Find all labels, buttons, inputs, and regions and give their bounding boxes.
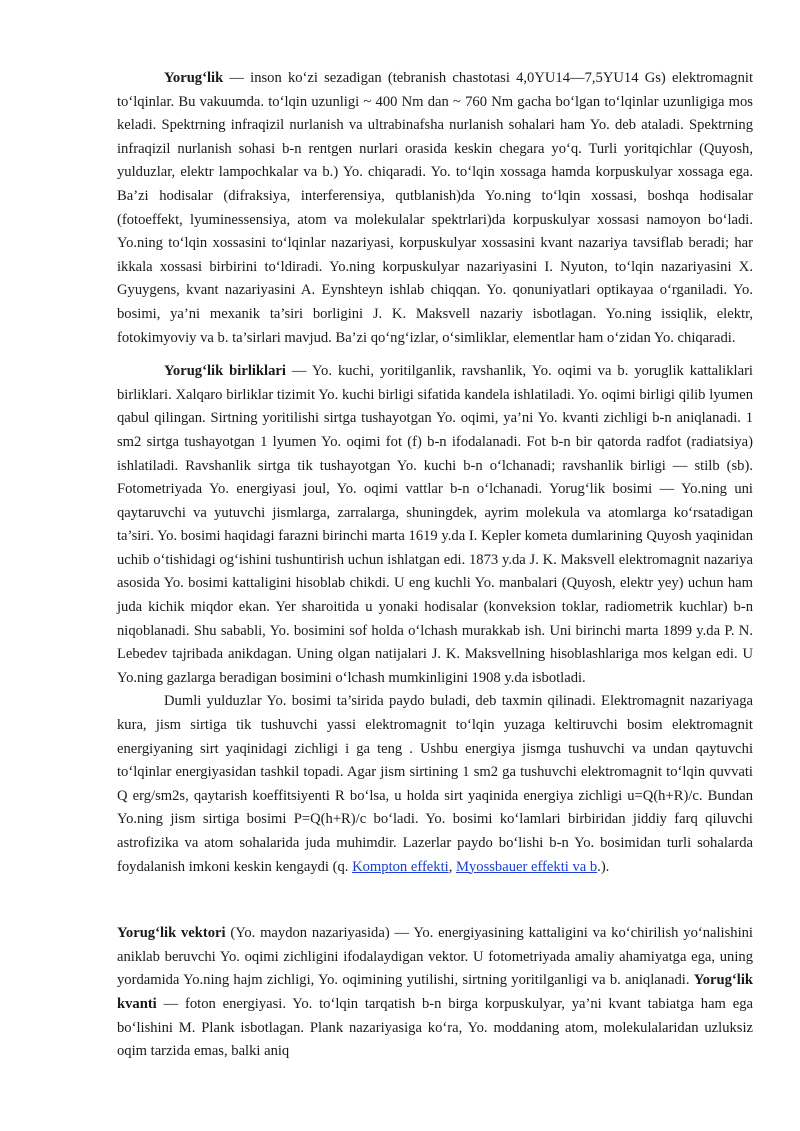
- link-kompton-effekti[interactable]: Kompton effekti: [352, 858, 449, 875]
- link-myossbauer-effekti[interactable]: Myossbauer effekti va b: [456, 858, 598, 875]
- paragraph-dumli-yulduzlar-text: Dumli yulduzlar Yo. bosimi ta’sirida paydo buladi, deb taxmin qilinadi. Elektromagnit nazariyaga kura, jism sirtiga tik tushuvchi yassi elektromagnit to‘lqin yuzaga keltiruvchi bosim elektromagnit energiyaning sirt yaqinidagi zichligi i ga teng . Ushbu energiya jismga tushuvchi va undan qaytuvchi to‘lqinlar energiyasidan tashkil topadi. Agar jism sirtining 1 sm2 ga tushuvchi elektromagnit to‘lqin quvvati Q erg/sm2s, qaytarish koeffitsiyenti R bo‘lsa, u holda sirt yaqinida energiya zichligi u=Q(h+R)/c. Bundan Yo.ning jism sirtiga bosimi P=Q(h+R)/c bo‘ladi. Yo. bosimi ko‘lamlari birbiridan jiddiy farq qiluvchi astrofizika va atom sohalarida juda muhimdir. Lazerlar paydo bo‘lishi b-n Yo. bosimidan turli sohalarda foydalanish imkoni keskin kengaydi (q.: [117, 693, 753, 875]
- paragraph-yoruglik: [117, 67, 753, 350]
- term-vektori: Yorug‘lik vektori: [117, 925, 226, 942]
- paragraph-yoruglik-text: — inson ko‘zi sezadigan (tebranish chastotasi 4,0YU14—7,5YU14 Gs) elektromagnit to‘lqinlar. Bu vakuumda. to‘lqin uzunligi ~ 400 Nm dan ~ 760 Nm gacha bo‘lgan to‘lqinlar uzunligiga mos keladi. Spektrning infraqizil nurlanish va ultrabinafsha nurlanish sohalari ham Yo. deb ataladi. Spektrning infraqizil nurlanish sohasi b-n rentgen nurlari orasida keskin chegara yo‘q. Turli yoritqichlar (Quyosh, yulduzlar, elektr lampochkalar va b.) Yo. chiqaradi. Yo. to‘lqin xossaga hamda korpuskulyar xossaga ega. Ba’zi hodisalar (difraksiya, interferensiya, qutblanish)da Yo.ning to‘lqin xossasi, boshqa hodisalar (fotoeffekt, lyuminessensiya, atom va molekulalar spektrlari)da korpuskulyar xossasi namoyon bo‘ladi. Yo.ning to‘lqin xossasini to‘lqinlar nazariyasi, korpuskulyar xossasini kvant nazariya tavsiflab beradi; har ikkala xossasi birbirini to‘ldiradi. Yo.ning korpuskulyar nazariyasini I. Nyuton, to‘lqin nazariyasini X. Gyuygens, kvant nazariyasini A. Eynshteyn ishlab chiqqan. Yo. qonuniyatlari optikayaa o‘rganiladi. Yo. bosimi, ya’ni mexanik ta’siri borligini J. K. Maksvell nazariy isbotlagan. Yo.ning issiqlik, elektr, fotokimyoviy va b. ta’sirlari mavjud. Ba’zi qo‘ng‘izlar, o‘simliklar, elementlar ham o‘zidan Yo. chiqaradi.: [117, 70, 753, 346]
- paragraph-vektori: [117, 922, 753, 1064]
- paragraph-spacer: [117, 350, 753, 360]
- paragraph-vektori-text: (Yo. maydon nazariyasida) — Yo. energiyasining kattaligini va ko‘chirilish yo‘nalishini aniklab beruvchi Yo. oqimi zichligini ifodalaydigan vektor. U fotometriyada amaliy ahamiyatga ega, uning yordamida Yo.ning hajm zichligi, Yo. oqimining yutilishi, sirtning yoritilganligi va b. aniqlanadi.: [117, 925, 753, 989]
- term-birliklari: Yorug‘lik birliklari: [164, 363, 286, 380]
- paragraph-birliklari-text: — Yo. kuchi, yoritilganlik, ravshanlik, Yo. oqimi va b. yoruglik kattaliklari birliklari. Xalqaro birliklar tizimit Yo. kuchi birligi sifatida kandela ishlatiladi. Yo. oqimi birligi qilib lyumen qabul qilingan. Sirtning yoritilishi sirtga tushayotgan Yo. oqimi, ya’ni Yo. kvanti zichligi b-n aniqlanadi. 1 sm2 sirtga tushayotgan 1 lyumen Yo. oqimi fot (f) b-n ifodalanadi. Fot b-n bir qatorda radfot (radiatsiya) ishlatiladi. Ravshanlik sirtga tik tushayotgan Yo. kuchi b-n o‘lchanadi; ravshanlik birligi — stilb (sb). Fotometriyada Yo. energiyasi joul, Yo. oqimi vattlar b-n o‘lchanadi. Yorug‘lik bosimi — Yo.ning uni qaytaruvchi va yutuvchi jismlarga, zarralarga, shuningdek, ayrim molekula va atomlarga ko‘rsatadigan ta’siri. Yo. bosimi haqidagi farazni birinchi marta 1619 y.da I. Kepler kometa dumlarining Quyosh yaqinidan uchib o‘tishidagi og‘ishini tushuntirish uchun ishlatgan edi. 1873 y.da J. K. Maksvell elektromagnit nazariya asosida Yo. bosimi kattaligini hisoblab chikdi. U eng kuchli Yo. manbalari (Quyosh, elektr yey) uchun ham juda kichik miqdor ekan. Yer sharoitida u yonaki hodisalar (konveksion toklar, radiometrik kuchlar) b-n niqoblanadi. Shu sababli, Yo. bosimini sof holda o‘lchash murakkab ish. Uni birinchi marta 1899 y.da P. N. Lebedev tajribada anikdagan. Uning olgan natijalari J. K. Maksvellning hisoblashlariga mos kelgan edi. U Yo.ning gazlarga beradigan bosimini o‘lchash mumkinligini 1908 y.da isbotladi.: [117, 363, 753, 686]
- paragraph-end: .).: [597, 858, 610, 875]
- term-kvanti: Yorug‘lik kvanti: [117, 972, 753, 1012]
- paragraph-kvanti-text: — foton energiyasi. Yo. to‘lqin tarqatish b-n birga korpuskulyar, ya’ni kvant tabiatga ham ega bo‘lishini M. Plank isbotlagan. Plank nazariyasiga ko‘ra, Yo. moddaning atom, molekulalaridan uzluksiz oqim tarzida emas, balki aniq: [117, 995, 753, 1060]
- term-yoruglik: Yorug‘lik: [164, 70, 224, 86]
- section-spacer: [117, 879, 753, 922]
- paragraph-birliklari: [117, 360, 753, 690]
- paragraph-dumli-yulduzlar: [117, 690, 753, 879]
- document-page: [117, 67, 753, 1064]
- link-separator: ,: [448, 858, 456, 875]
